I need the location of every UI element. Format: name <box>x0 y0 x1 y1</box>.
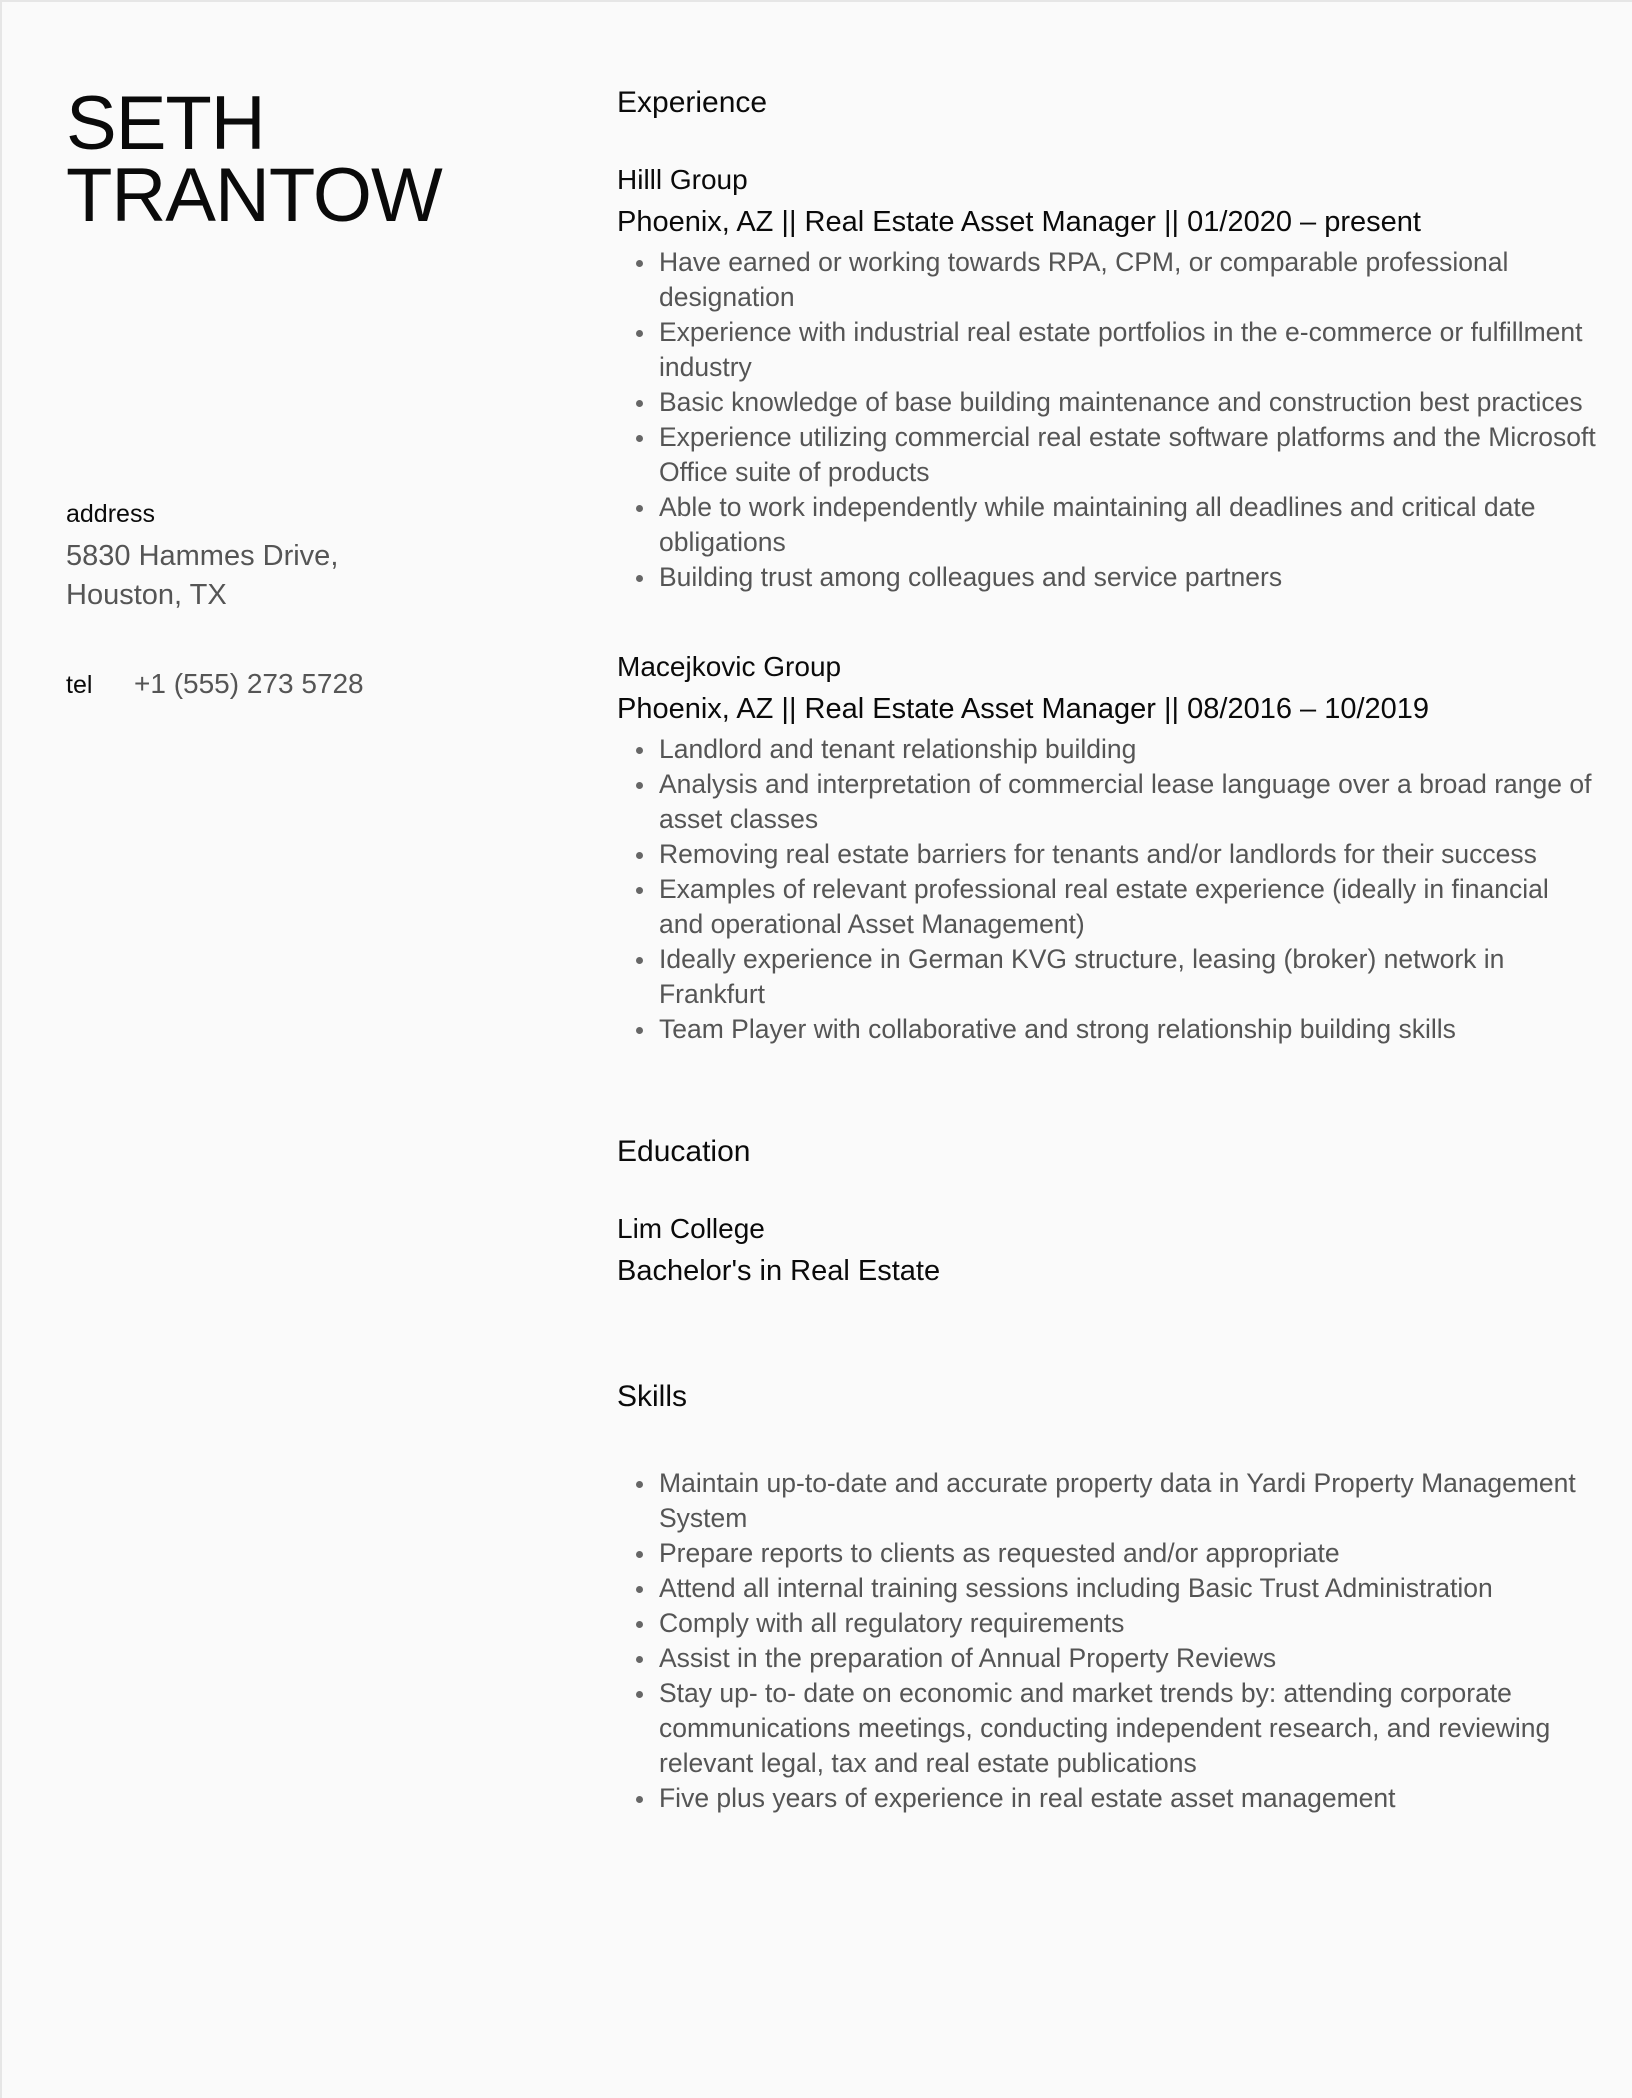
list-item: Maintain up-to-date and accurate property data in Yardi Property Management System <box>659 1466 1597 1536</box>
list-item: Ideally experience in German KVG structure, leasing (broker) network in Frankfurt <box>659 942 1597 1012</box>
list-item: Team Player with collaborative and strong relationship building skills <box>659 1012 1597 1047</box>
list-item: Prepare reports to clients as requested and/or appropriate <box>659 1536 1597 1571</box>
address-line-1: 5830 Hammes Drive, <box>66 540 339 572</box>
list-item: Have earned or working towards RPA, CPM, or comparable professional designation <box>659 245 1597 315</box>
list-item: Assist in the preparation of Annual Property Reviews <box>659 1641 1597 1676</box>
list-item: Comply with all regulatory requirements <box>659 1606 1597 1641</box>
skills-title: Skills <box>617 1380 688 1413</box>
list-item: Stay up- to- date on economic and market trends by: attending corporate communications meetings, conducting independent research, and reviewing relevant legal, tax and real estate publications <box>659 1676 1597 1781</box>
job-entry <box>617 164 1597 595</box>
list-item: Landlord and tenant relationship building <box>659 732 1597 767</box>
list-item: Removing real estate barriers for tenants and/or landlords for their success <box>659 837 1597 872</box>
list-item: Examples of relevant professional real estate experience (ideally in financial and operational Asset Management) <box>659 872 1597 942</box>
job-company: Macejkovic Group <box>617 651 842 682</box>
list-item: Attend all internal training sessions including Basic Trust Administration <box>659 1571 1597 1606</box>
tel-label: tel <box>66 671 93 699</box>
address-line-2: Houston, TX <box>66 579 227 611</box>
education-school: Lim College <box>617 1213 765 1244</box>
education-title: Education <box>617 1135 751 1168</box>
skills-section <box>617 1380 1597 1816</box>
education-section <box>617 1135 1597 1288</box>
address-label: address <box>66 500 155 528</box>
last-name: TRANTOW <box>66 153 442 238</box>
list-item: Five plus years of experience in real estate asset management <box>659 1781 1597 1816</box>
list-item: Analysis and interpretation of commercial lease language over a broad range of asset classes <box>659 767 1597 837</box>
tel-value: +1 (555) 273 5728 <box>134 668 364 699</box>
job-role-line: Phoenix, AZ || Real Estate Asset Manager || 08/2016 – 10/2019 <box>617 693 1430 725</box>
job-entry <box>617 651 1597 1047</box>
education-degree: Bachelor's in Real Estate <box>617 1255 941 1287</box>
job-bullets <box>617 245 1597 595</box>
tel-row <box>66 668 546 700</box>
job-company: Hilll Group <box>617 164 748 195</box>
address-value <box>66 537 338 615</box>
experience-title: Experience <box>617 86 768 119</box>
list-item: Experience utilizing commercial real estate software platforms and the Microsoft Office suite of products <box>659 420 1597 490</box>
list-item: Able to work independently while maintaining all deadlines and critical date obligations <box>659 490 1597 560</box>
candidate-name <box>66 81 546 238</box>
list-item: Experience with industrial real estate portfolios in the e-commerce or fulfillment industry <box>659 315 1597 385</box>
left-column <box>66 81 546 699</box>
skills-list <box>617 1466 1597 1816</box>
experience-section <box>617 86 1597 1047</box>
first-name: SETH <box>66 81 265 166</box>
address-block <box>66 500 338 615</box>
list-item: Basic knowledge of base building maintenance and construction best practices <box>659 385 1597 420</box>
right-column <box>617 86 1597 1816</box>
job-bullets <box>617 732 1597 1047</box>
job-role-line: Phoenix, AZ || Real Estate Asset Manager || 01/2020 – present <box>617 206 1421 238</box>
list-item: Building trust among colleagues and service partners <box>659 560 1597 595</box>
